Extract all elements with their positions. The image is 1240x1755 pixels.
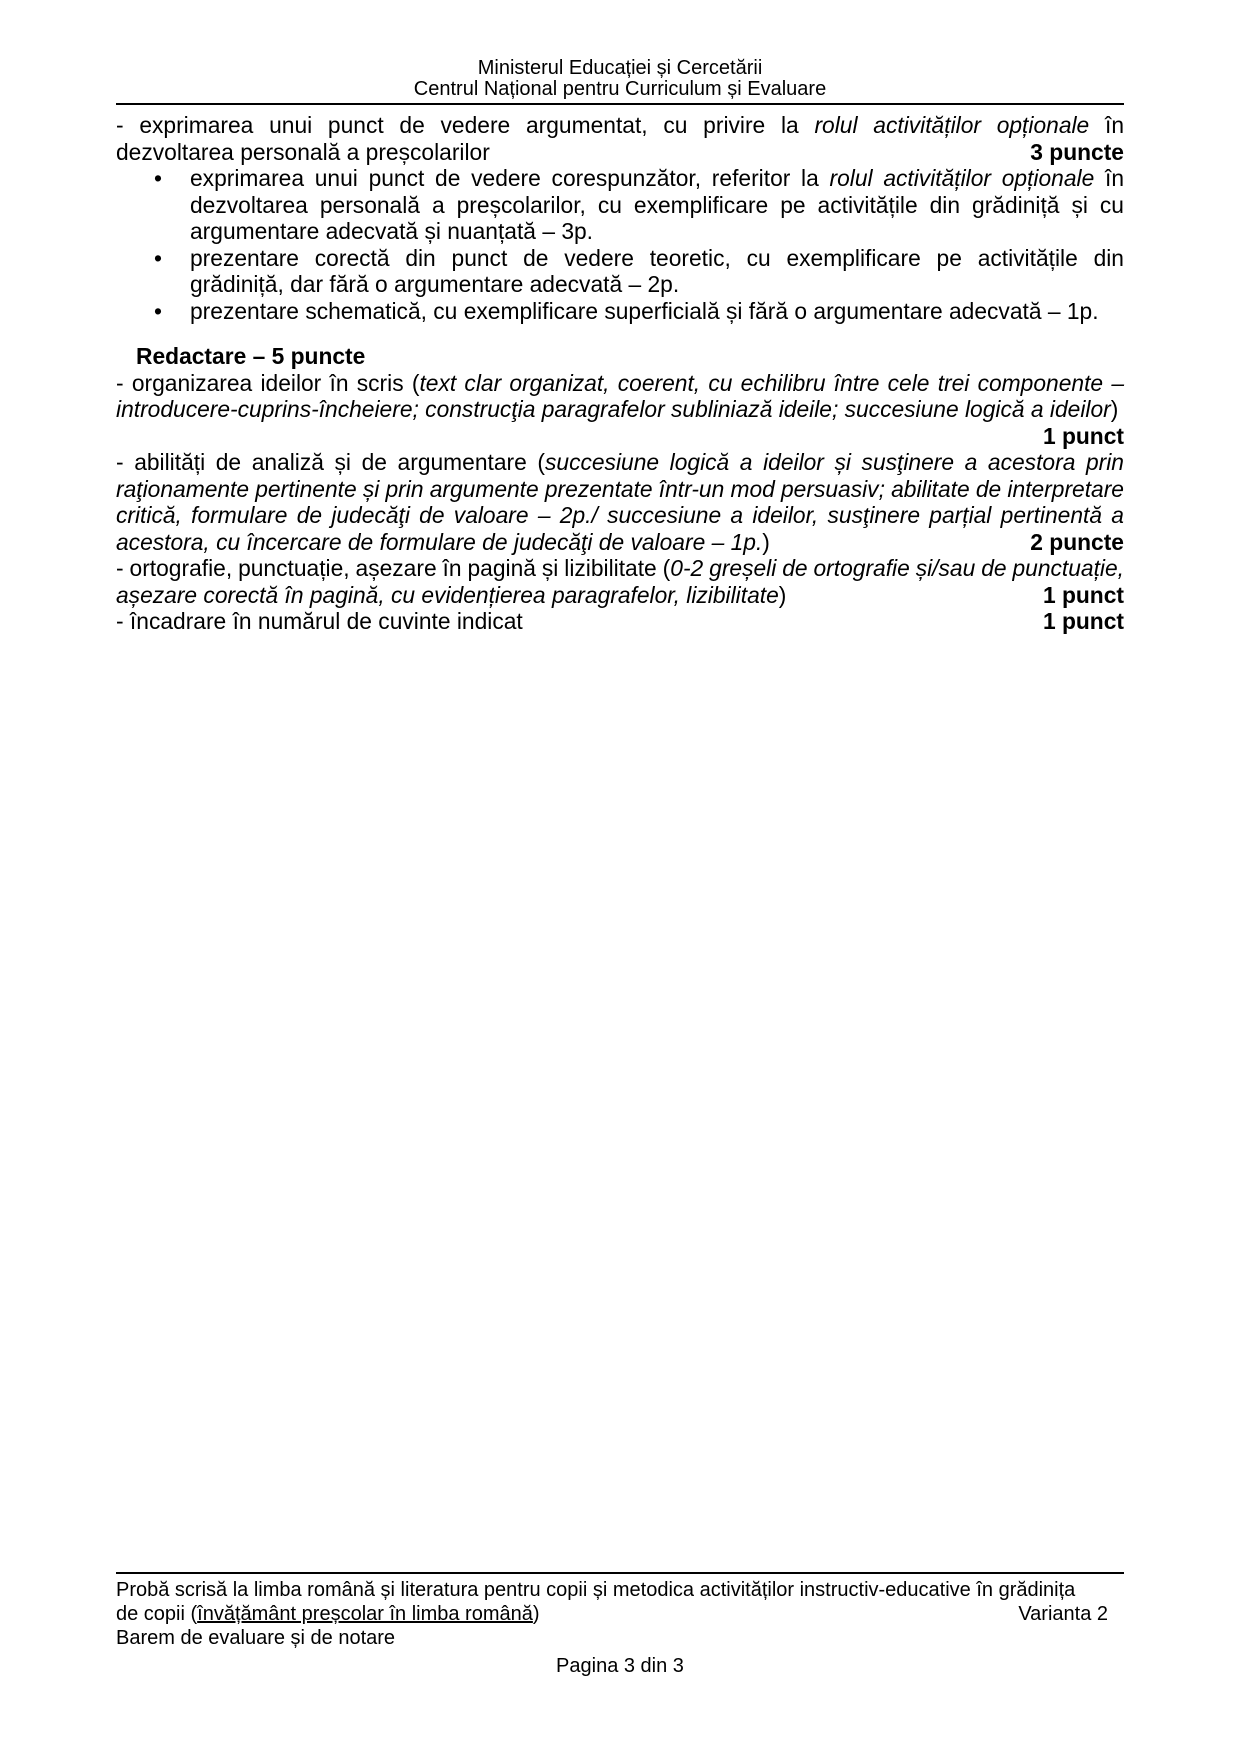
text-run: - organizarea ideilor în scris ( xyxy=(116,369,420,396)
barem-body xyxy=(116,112,1124,635)
text-run: în xyxy=(1094,165,1124,191)
footer-barem-label: Barem de evaluare și de notare xyxy=(116,1627,396,1649)
text-run: - abilități de analiză și de argumentare ( xyxy=(116,449,545,475)
bullet-icon: • xyxy=(154,244,162,271)
page-indicator: Pagina 3 din 3 xyxy=(556,1655,684,1677)
text-run: rolul activităților opționale xyxy=(814,112,1090,138)
bullet-icon: • xyxy=(154,297,162,324)
text-run-group xyxy=(116,608,523,634)
text-run-group xyxy=(116,112,1124,138)
rubric-item xyxy=(116,370,1124,450)
text-line xyxy=(116,112,1124,139)
text-run-group xyxy=(190,271,679,297)
footer-exam-title-post: ) xyxy=(532,1603,540,1625)
text-run: așezare corectă în pagină, cu evidențierea paragrafelor, lizibilitate xyxy=(116,581,779,608)
text-line xyxy=(116,139,1124,166)
bullet-text-column xyxy=(190,165,1124,245)
text-run-group xyxy=(116,555,1124,581)
text-run: - încadrare în numărul de cuvinte indicat xyxy=(116,608,523,634)
text-run: prezentare schematică, cu exemplificare superficială și fără o argumentare adecvată – 1p. xyxy=(190,297,1099,324)
text-run-group xyxy=(190,298,1099,324)
text-run: succesiune logică a ideilor și susţinere a acestora prin xyxy=(545,449,1124,475)
text-line xyxy=(190,218,1124,245)
text-run: introducere-cuprins-încheiere; construcţia paragrafelor subliniază ideile; succesiune logică a ideilor xyxy=(116,396,1111,422)
text-run: în xyxy=(1089,112,1124,138)
score-label: 1 punct xyxy=(1042,608,1124,634)
text-run: - exprimarea unui punct de vedere argumentat, cu privire la xyxy=(116,112,815,138)
text-run: argumentare adecvată și nuanțată – 3p. xyxy=(190,218,594,244)
text-run: 0-2 greșeli de ortografie și/sau de punctuație, xyxy=(670,555,1125,581)
text-run: prezentare corectă din punct de vedere teoretic, cu exemplificare pe activitățile din xyxy=(190,244,1124,271)
header-org-line2: Centrul Național pentru Curriculum și Evaluare xyxy=(413,78,827,100)
text-line xyxy=(116,396,1124,423)
text-run-group xyxy=(190,245,1124,271)
bullet-item xyxy=(116,298,1124,325)
text-run-group xyxy=(116,449,1124,475)
score-label: 1 punct xyxy=(1042,422,1124,449)
text-run-group xyxy=(116,476,1124,502)
text-line xyxy=(116,502,1124,529)
text-line xyxy=(116,608,1124,635)
text-line xyxy=(190,271,1124,298)
text-line xyxy=(116,476,1124,503)
text-run: text clar organizat, coerent, cu echilibru între cele trei componente – xyxy=(419,369,1124,396)
score-label: 1 punct xyxy=(1042,581,1124,608)
text-line xyxy=(116,529,1124,556)
text-run: ) xyxy=(1110,396,1119,422)
footer-exam-title-line2 xyxy=(116,1602,1124,1626)
header-rule xyxy=(116,103,1124,105)
text-line xyxy=(190,165,1124,192)
document-footer xyxy=(116,1572,1124,1678)
footer-exam-title-underlined: învățământ preșcolar în limba română xyxy=(197,1603,533,1625)
text-run-group xyxy=(190,192,1124,218)
text-run: Redactare – 5 puncte xyxy=(136,343,366,369)
text-run-group xyxy=(190,165,1124,191)
text-run-group xyxy=(136,343,365,369)
text-line xyxy=(136,343,1124,370)
text-run-group xyxy=(116,370,1124,396)
text-line xyxy=(190,192,1124,219)
score-label: 3 puncte xyxy=(1030,138,1124,165)
text-run: critică, formulare de judecăţi de valoare – 2p./ succesiune a ideilor, susţinere parțial pertinentă a xyxy=(116,502,1124,528)
footer-exam-title-pre: de copii ( xyxy=(116,1603,198,1625)
rubric-item xyxy=(116,555,1124,608)
text-line xyxy=(116,370,1124,397)
text-run: dezvoltarea personală a preșcolarilor xyxy=(116,138,490,165)
text-run: raţionamente pertinente și prin argumente prezentate într-un mod persuasiv; abilitate de interpretare xyxy=(116,475,1124,502)
document-header xyxy=(116,0,1124,105)
bullet-icon: • xyxy=(154,165,162,191)
text-run-group xyxy=(116,582,786,608)
text-run: - ortografie, punctuație, așezare în pagină și lizibilitate ( xyxy=(116,555,671,581)
text-run-group xyxy=(116,139,490,165)
section-heading xyxy=(136,343,1124,370)
text-run-group xyxy=(116,396,1118,422)
text-run: ) xyxy=(778,581,787,608)
text-line xyxy=(116,449,1124,476)
text-line xyxy=(116,582,1124,609)
footer-exam-title: Probă scrisă la limba română și literatura pentru copii și metodica activităților instructiv-educative în grădinița xyxy=(116,1579,1076,1601)
text-run: rolul activităților opționale xyxy=(829,165,1095,191)
header-org-line1: Ministerul Educației și Cercetării xyxy=(477,57,763,79)
bullet-text-column xyxy=(190,298,1124,325)
text-run: dezvoltarea personală a preșcolarilor, cu exemplificare pe activitățile din grădiniță și cu xyxy=(190,191,1124,218)
rubric-item xyxy=(116,449,1124,555)
text-run-group xyxy=(190,218,593,244)
text-line xyxy=(116,423,1124,450)
text-run: exprimarea unui punct de vedere corespunzător, referitor la xyxy=(190,165,830,191)
bullet-text-column xyxy=(190,245,1124,298)
footer-variant: Varianta 2 xyxy=(1018,1603,1108,1625)
text-run: grădiniță, dar fără o argumentare adecvată – 2p. xyxy=(190,271,680,297)
text-line xyxy=(190,245,1124,272)
rubric-item xyxy=(116,608,1124,635)
text-run: acestora, cu încercare de formulare de judecăţi de valoare – 1p. xyxy=(116,528,763,555)
footer-exam-title-line1 xyxy=(116,1578,1124,1602)
rubric-item xyxy=(116,112,1124,165)
text-line xyxy=(190,298,1124,325)
text-run-group xyxy=(116,502,1124,528)
text-run: ) xyxy=(762,528,770,555)
text-run-group xyxy=(116,529,770,555)
bullet-item xyxy=(116,165,1124,245)
bullet-item xyxy=(116,245,1124,298)
score-label: 2 puncte xyxy=(1030,528,1124,555)
text-line xyxy=(116,555,1124,582)
